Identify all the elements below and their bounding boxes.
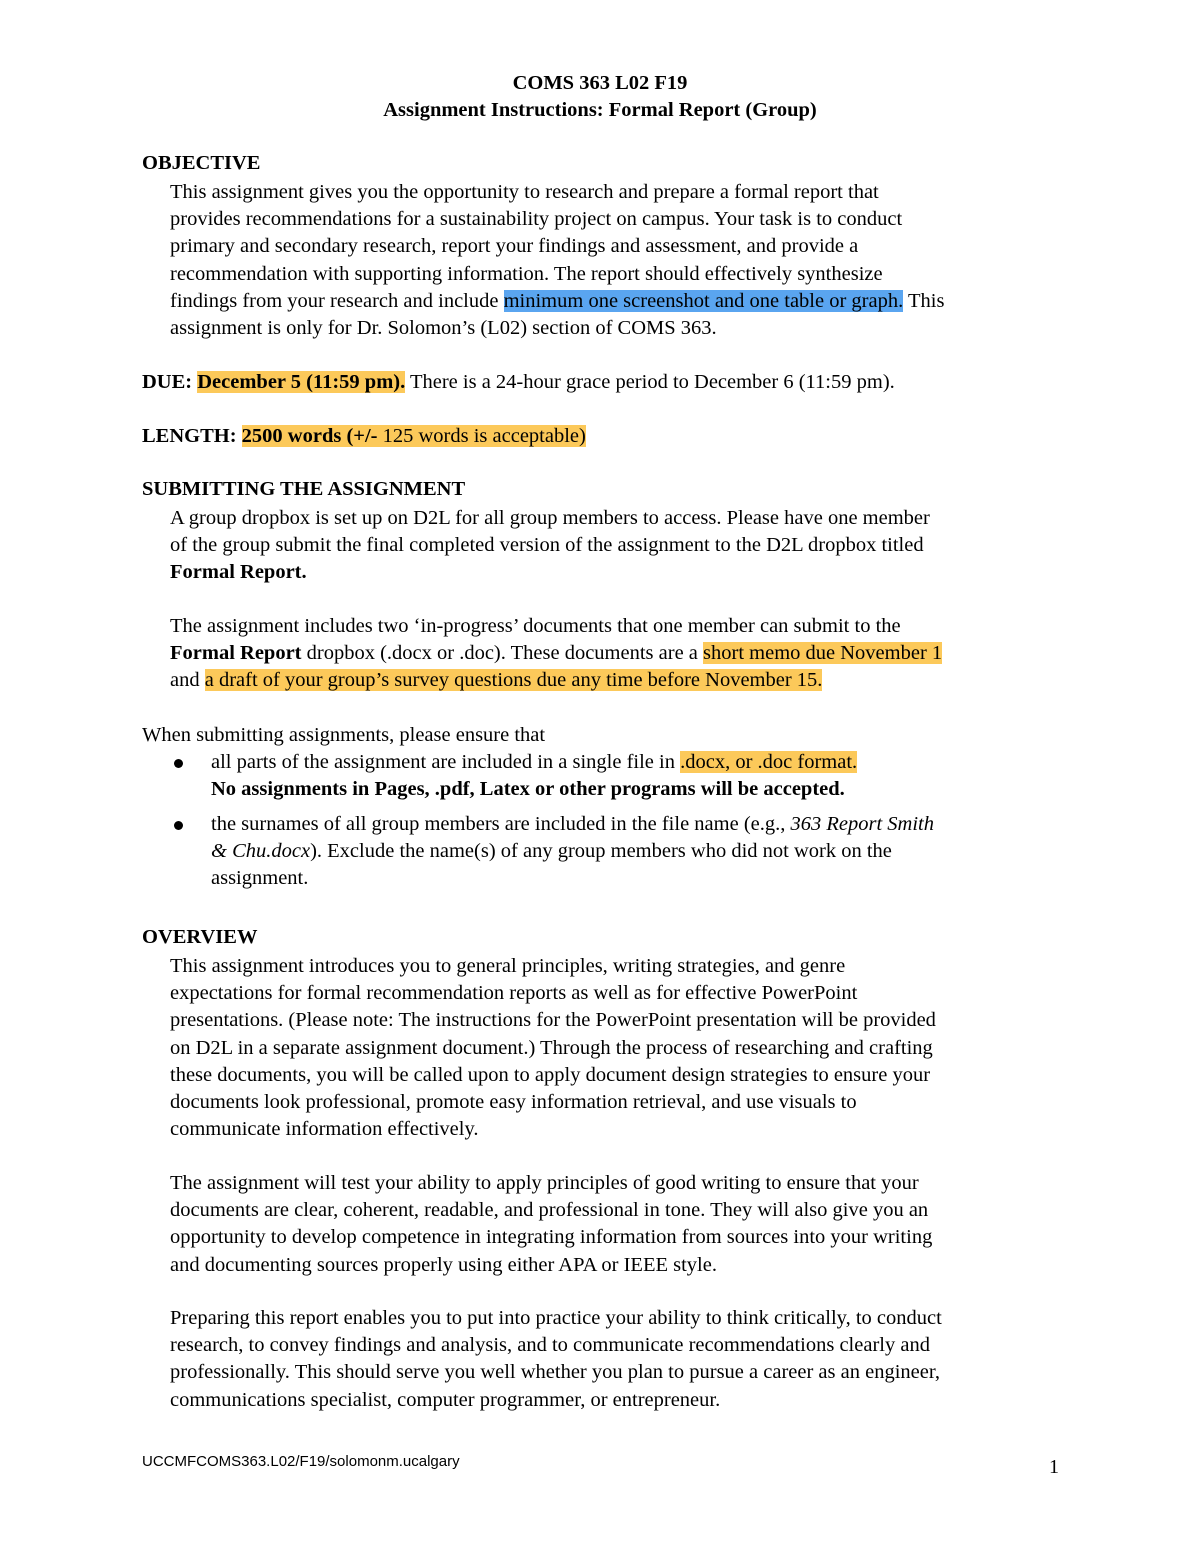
overview-line: documents are clear, coherent, readable, and professional in tone. They will also give you an <box>170 1199 929 1222</box>
submitting-heading: SUBMITTING THE ASSIGNMENT <box>142 478 466 500</box>
length-tolerance: 125 words is acceptable) <box>377 425 586 447</box>
objective-line: This assignment gives you the opportunity to research and prepare a formal report that <box>170 181 879 203</box>
overview-line: documents look professional, promote easy information retrieval, and use visuals to <box>170 1090 857 1113</box>
screenshot-requirement-highlight: minimum one screenshot and one table or graph. <box>503 289 904 312</box>
overview-line: expectations for formal recommendation reports as well as for effective PowerPoint <box>170 982 858 1005</box>
overview-line: and documenting sources properly using either APA or IEEE style. <box>170 1253 717 1276</box>
filename-example: & Chu.docx <box>211 840 311 863</box>
bullet-icon <box>174 759 183 768</box>
objective-line: primary and secondary research, report your findings and assessment, and provide a <box>170 235 859 258</box>
submitting-line <box>170 640 942 667</box>
page-number: 1 <box>1049 1456 1059 1478</box>
format-highlight: .docx, or .doc format. <box>680 751 858 773</box>
bullet-text: all parts of the assignment are included in a single file in <box>211 751 681 773</box>
submitting-line: A group dropbox is set up on D2L for all group members to access. Please have one member <box>170 507 930 529</box>
bullet-text: ). Exclude the name(s) of any group members who did not work on the <box>310 840 892 863</box>
ensure-intro-text: When submitting assignments, please ensure that <box>142 724 546 746</box>
submitting-line: The assignment includes two ‘in-progress’ documents that one member can submit to the <box>170 615 901 637</box>
grace-period-text: There is a 24-hour grace period to December 6 (11:59 pm). <box>405 371 895 393</box>
submitting-paragraph-2 <box>170 613 942 695</box>
overview-paragraph-1 <box>170 953 936 1143</box>
objective-line: assignment is only for Dr. Solomon’s (L02) section of COMS 363. <box>170 316 717 339</box>
objective-text: This <box>903 289 945 312</box>
overview-line: on D2L in a separate assignment document.) Through the process of researching and crafting <box>170 1036 933 1059</box>
overview-line: communications specialist, computer programmer, or entrepreneur. <box>170 1388 721 1411</box>
overview-line: research, to convey findings and analysis, and to communicate recommendations clearly and <box>170 1334 930 1357</box>
overview-line: Preparing this report enables you to put into practice your ability to think critically, to conduct <box>170 1307 942 1329</box>
overview-line: communicate information effectively. <box>170 1118 479 1141</box>
length-words: 2500 words (+/- <box>241 425 378 447</box>
submitting-paragraph-1 <box>170 505 930 587</box>
overview-line: these documents, you will be called upon to apply document design strategies to ensure your <box>170 1063 931 1086</box>
submitting-line <box>170 667 942 694</box>
overview-line: This assignment introduces you to general principles, writing strategies, and genre <box>170 955 846 977</box>
objective-paragraph <box>170 179 944 342</box>
bullet-text: assignment. <box>211 867 309 890</box>
document-title: Assignment Instructions: Formal Report (Group) <box>383 99 817 121</box>
overview-paragraph-3 <box>170 1305 942 1414</box>
bullet-item-format <box>211 749 857 803</box>
submitting-text: dropbox (.docx or .doc). These documents are a <box>301 642 704 665</box>
objective-line <box>170 288 944 315</box>
length-line <box>142 423 586 450</box>
objective-text: findings from your research and include <box>170 289 504 312</box>
submitting-line: of the group submit the final completed version of the assignment to the D2L dropbox titled <box>170 534 924 557</box>
dropbox-name: Formal Report. <box>170 561 307 584</box>
due-line <box>142 369 895 396</box>
objective-heading: OBJECTIVE <box>142 152 261 174</box>
length-highlight <box>242 425 586 447</box>
survey-due-highlight: a draft of your group’s survey questions due any time before November 15. <box>204 669 823 692</box>
footer-code: UCCMFCOMS363.L02/F19/solomonm.ucalgary <box>142 1453 460 1470</box>
overview-line: presentations. (Please note: The instructions for the PowerPoint presentation will be provided <box>170 1009 936 1032</box>
filename-example: 363 Report Smith <box>790 813 934 835</box>
overview-paragraph-2 <box>170 1170 932 1279</box>
dropbox-name: Formal Report <box>170 642 302 665</box>
overview-line: The assignment will test your ability to apply principles of good writing to ensure that your <box>170 1172 919 1194</box>
bullet-item-filename <box>211 811 934 893</box>
overview-heading: OVERVIEW <box>142 926 258 948</box>
format-warning: No assignments in Pages, .pdf, Latex or other programs will be accepted. <box>211 778 845 801</box>
due-date-highlight: December 5 (11:59 pm). <box>197 371 406 393</box>
bullet-text: the surnames of all group members are included in the file name (e.g., <box>211 813 791 835</box>
due-label: DUE: <box>142 371 198 393</box>
overview-line: opportunity to develop competence in integrating information from sources into your writing <box>170 1226 933 1249</box>
bullet-icon <box>174 821 183 830</box>
objective-line: recommendation with supporting information. The report should effectively synthesize <box>170 262 883 285</box>
overview-line: professionally. This should serve you well whether you plan to pursue a career as an engineer, <box>170 1361 940 1384</box>
length-label: LENGTH: <box>142 425 242 447</box>
memo-due-highlight: short memo due November 1 <box>703 642 943 665</box>
ensure-intro <box>142 722 545 749</box>
objective-line: provides recommendations for a sustainability project on campus. Your task is to conduct <box>170 208 903 231</box>
submitting-text: and <box>170 669 205 692</box>
course-code: COMS 363 L02 F19 <box>512 72 688 94</box>
